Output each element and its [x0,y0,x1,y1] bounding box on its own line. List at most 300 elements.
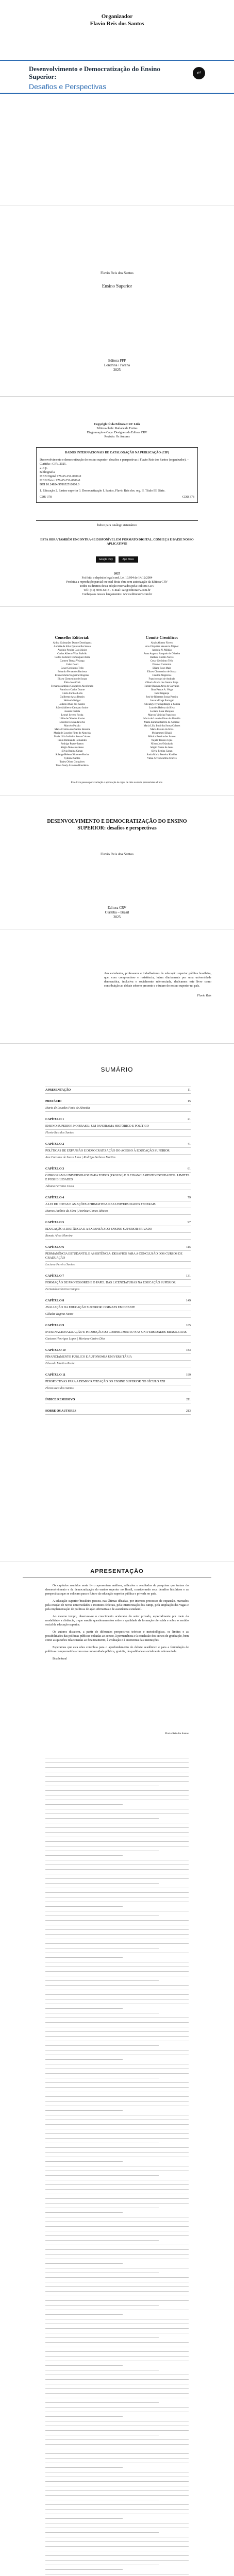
toc-page-number: 11 [188,1089,191,1092]
editorial-board-member: Elione Maria Nogueira Diogenes [55,674,90,677]
text-line-placeholder [45,2110,123,2111]
toc-chapter-author: Ana Carolina de Souza Lima | Rodrigo Barbosa Martins [45,1155,191,1161]
catalog-rule [36,520,198,521]
toc-chapter-author: Luciana Pereira Santos [45,1262,191,1268]
scientific-committee-member: Mônica Pereira dos Santos [148,736,176,738]
toc-chapter-author: Eduardo Martins Rocha [45,1361,191,1367]
editorial-board-list [31,641,113,768]
toc-entry[interactable] [45,1347,191,1367]
presentation-paragraph: Boa leitura! [53,1657,68,1660]
text-line-placeholder [45,1818,159,1819]
presentation-paragraph: A educação superior brasileira passou, nas últimas décadas, por intensos processos de expansão, marcados pela criação de novas universidades e institutos federais, pela interiorização dos campi, pela ampliação das vagas e pela implementação de políticas de ação afirmativa e de assistência estudantil. [45,1600,189,1611]
editorial-board-member: Eduardo Fernandes Barbosa [57,671,87,673]
text-line-placeholder [45,2407,189,2408]
editorial-board-member: Tadeu Oliver Gonçalves [59,761,85,764]
editorial-board-member: Paulo Romualdo Hernandes [57,739,87,742]
text-line-placeholder [45,1906,123,1907]
text-line-placeholder [45,1985,189,1986]
chief-editor-line: Editora-chefe: Railane de Freitas [96,427,138,430]
scientific-committee-member: Nilson José Machado [151,743,173,745]
editorial-board-member: Gloria Fariñas León [61,692,83,695]
text-line-placeholder [45,2453,189,2454]
toc-chapter: CAPÍTULO 4 [45,1196,64,1199]
digital-notice: ESTA OBRA TAMBÉM ENCONTRA-SE DISPONÍVEL EM FORMATO DIGITAL. CONHEÇA E BAIXE NOSSO APLICATIVO! [40,538,194,546]
toc-row [45,1273,191,1280]
text-line-placeholder [45,2518,123,2519]
text-line-placeholder [45,2393,189,2394]
presentation-paragraph: Os autores discutem, a partir de diferentes perspectivas teóricas e metodológicas, os limites e as possibilidades das políticas públicas voltadas ao acesso, à permanência e à conclusão dos cursos de graduação, bem como as questões relacionadas ao financiamento, à avaliação e à autonomia das instituições. [45,1631,189,1642]
toc-row [45,1141,191,1148]
text-line-placeholder [45,1855,123,1856]
scientific-committee-member: Elizeu Clementino de Souza [147,671,177,673]
rights-year: 2025 [114,572,120,575]
title-page-title: DESENVOLVIMENTO E DEMOCRATIZAÇÃO DO ENSINO SUPERIOR: desafios e perspectivas [47,819,187,831]
text-line-placeholder [45,2388,189,2389]
toc-chapter-author: Marcos Antônio da Silva | Patrícia Gomes Ribeiro [45,1208,191,1215]
text-line-placeholder [45,2226,189,2227]
toc-chapter-title: A LEI DE COTAS E AS AÇÕES AFIRMATIVAS NAS UNIVERSIDADES FEDERAIS [45,1201,191,1208]
toc-entry[interactable] [45,1408,191,1415]
rights-line-2: Proibida a reprodução parcial ou total desta obra sem autorização da Editora CRV [66,581,168,584]
toc-page-number: 165 [186,1324,191,1327]
cip-entry-4: ISBN Digital 978-65-251-0000-0 [40,475,81,478]
toc-chapter-author: Flavio Reis dos Santos [45,1385,191,1392]
text-line-placeholder [45,2059,123,2060]
toc-chapter-author: Gustavo Henrique Lopes | Mariana Castro Dias [45,1336,191,1343]
text-line-placeholder [45,2430,189,2431]
text-line-placeholder [45,1841,189,1842]
cdd-code: CDD 378 [182,496,194,499]
editorial-board-member: Cesar Gerónimo Tello [60,667,84,670]
scientific-committee-member: Sonia Maria Ferreira Koehler [146,754,177,756]
scientific-committee-member: Anna Augusta Sampaio de Oliveira [143,653,180,655]
text-line-placeholder [45,2286,189,2287]
scientific-committee-member: Kilwangy Kya Kapitango-a-Samba [143,703,180,706]
text-line-placeholder [45,1878,189,1879]
rights-line-3: Todos os direitos desta edição reservados pela: Editora CRV [79,585,155,588]
toc-entry[interactable] [45,1323,191,1343]
title-page-organizer: Flavio Reis dos Santos [101,852,133,856]
presentation-page [0,1562,234,2576]
text-line-placeholder [45,2444,189,2445]
copyright-line: Copyright © da Editora CRV Ltda [94,423,140,426]
editorial-board-member: Leonel Severo Rocha [61,714,83,717]
text-line-placeholder [45,2022,189,2023]
scientific-committee-member: Maria Lília Imbiriba Sousa Colares [143,725,180,727]
toc-page-number: 15 [188,1100,191,1103]
toc-page-number: 115 [186,1246,191,1249]
editorial-board-member: Élsio José Corá [64,682,80,684]
editorial-board-member: Carlos Alberto Vilar Estêvão [57,653,87,655]
toc-entry[interactable] [45,1166,191,1190]
toc-chapter-title: FINANCIAMENTO PÚBLICO E AUTONOMIA UNIVERSITÁRIA [45,1354,191,1361]
text-line-placeholder [45,2161,123,2162]
toc-entry[interactable] [45,1298,191,1318]
half-title-organizer: Flavio Reis dos Santos [101,271,133,275]
text-line-placeholder [45,2328,189,2329]
title-page-year: 2025 [113,915,121,919]
summary-page [0,1044,234,1562]
app-badges [0,556,234,563]
toc-chapter-title: O PROGRAMA UNIVERSIDADE PARA TODOS (PROUNI) E O FINANCIAMENTO ESTUDANTIL: LIMITES E POSSIBILIDADES [45,1173,191,1183]
editorial-board-member: Helmuth Krüger [63,700,81,702]
catalog-page [0,397,234,607]
toc-entry[interactable] [45,1397,191,1403]
editorial-board-member: Fernando Antônio Gonçalves Alcoforado [51,685,94,688]
table-of-contents [45,1082,191,1415]
text-line-placeholder [45,2249,189,2250]
text-line-placeholder [45,2235,189,2236]
text-line-placeholder [45,1869,189,1870]
toc-entry[interactable] [45,1087,191,1094]
editorial-board-member: Josania Portela [64,710,80,713]
text-line-placeholder [45,2337,159,2338]
text-line-placeholder [45,1781,189,1782]
toc-row [45,1244,191,1251]
toc-row [45,1098,191,1105]
toc-chapter: CAPÍTULO 5 [45,1221,64,1224]
cip-entry-1: Desenvolvimento e democratização do ensino superior: desafios e perspectivas / Flavio Reis dos Santos (organizador). – Curitiba : CRV, 2025. [40,459,189,466]
text-line-placeholder [45,2314,123,2315]
text-line-placeholder [45,2096,189,2097]
editorial-board-member: Carmen Tereza Velanga [60,660,85,663]
editorial-board-member: Maria Cristina dos Santos Bezerra [54,728,90,731]
dedication-text: Aos estudantes, professores e trabalhadores da educação superior pública brasileira, que, com compromisso e resistência, lutam diariamente por uma universidade democrática, inclusiva e socialmente referenciada, dedicamos este livro como contribuição ao debate sobre o presente e o futuro do ensino superior no país. [104,972,211,988]
toc-row [45,1397,191,1403]
scientific-committee-member: Silvia Regina Canan [151,750,173,753]
text-line-placeholder [45,1994,189,1995]
toc-chapter-title: EDUCAÇÃO A DISTÂNCIA E A EXPANSÃO DO ENSINO SUPERIOR PRIVADO [45,1226,191,1233]
council-page [0,607,234,795]
editorial-board-heading: Conselho Editorial: [55,635,90,640]
toc-chapter: SOBRE OS AUTORES [45,1410,76,1413]
scientific-committee-member: Sérgio Nunes de Jesus [150,747,174,749]
layout-line: Diagramação e Capa: Designers da Editora CRV [87,431,147,434]
toc-chapter-title: INTERNACIONALIZAÇÃO E PRODUÇÃO DO CONHECIMENTO NAS UNIVERSIDADES BRASILEIRAS [45,1329,191,1336]
rights-block [36,572,198,597]
text-line-placeholder [45,2175,159,2176]
toc-entry[interactable] [45,1372,191,1392]
toc-chapter: CAPÍTULO 6 [45,1246,64,1249]
scientific-committee-member: Inês Bragança [154,692,170,695]
text-line-placeholder [45,2198,189,2199]
cover-organizer-name: Flavio Reis dos Santos [90,21,144,27]
scientific-committee-member: Marcos Vinicius Francisco [148,714,176,717]
editorial-board-member: Lídia de Oliveira Xavier [59,718,85,720]
title-page-publisher: Editora CRV [107,906,127,910]
editorial-board-member: Maria de Lourdes Pinto de Almeida [54,732,91,735]
text-line-placeholder [45,2504,189,2505]
toc-entry[interactable] [45,1273,191,1293]
scientific-committee-member: Maria de Lourdes Pinto de Almeida [143,718,180,720]
scientific-committee-member: Diosnel Centurion [152,664,172,666]
scientific-committee-member: Maria Pereira da Silva [150,728,174,731]
text-line-placeholder [45,1920,189,1921]
editorial-board-member: Guillermo Arias Beatón [60,696,85,699]
text-line-placeholder [45,2541,189,2542]
text-line-placeholder [45,2351,189,2352]
toc-page-number: 199 [186,1374,191,1377]
text-line-placeholder [45,1934,189,1935]
text-line-placeholder [45,2212,123,2213]
toc-row [45,1323,191,1329]
toc-page-number: 149 [186,1299,191,1302]
toc-entry[interactable] [45,1219,191,1240]
text-line-placeholder [45,2490,189,2491]
presentation-title: APRESENTAÇÃO [90,1568,144,1574]
toc-chapter-title: POLÍTICAS DE EXPANSÃO E DEMOCRATIZAÇÃO DO ACESSO À EDUCAÇÃO SUPERIOR [45,1148,191,1155]
presentation-signature: Flavio Reis dos Santos [165,1733,189,1735]
toc-chapter: PREFÁCIO [45,1100,62,1103]
toc-entry[interactable] [45,1141,191,1161]
scientific-committee-list [121,641,203,760]
editorial-board-member: Jailson Alves dos Santos [59,703,85,706]
text-line-placeholder [45,2147,189,2148]
cover-page [0,0,234,206]
text-line-placeholder [45,2356,189,2357]
dedication-signature: Flavio Reis [197,994,211,997]
rights-line-1: Foi feito o depósito legal conf. Lei 10.994 de 14/12/2004 [81,577,153,580]
scientific-committee-heading: Comitê Científico: [145,635,178,640]
cip-box [36,447,198,503]
toc-chapter-author: Renata Alves Moreira [45,1233,191,1240]
editorial-board-member: Lourdes Helena da Silva [59,721,85,724]
toc-chapter-author: Fernando Oliveira Campos [45,1286,191,1293]
toc-row [45,1347,191,1354]
text-line-placeholder [45,2277,189,2278]
cip-entry-3: Bibliografia [40,471,55,474]
text-line-placeholder [45,2124,189,2125]
review-line: Revisão: Os Autores [104,435,130,438]
toc-chapter: CAPÍTULO 11 [45,1374,65,1377]
toc-chapter-title: AVALIAÇÃO DA EDUCAÇÃO SUPERIOR: O SINAES EM DEBATE [45,1304,191,1311]
copyright-block [36,422,198,439]
scientific-committee-member: Helder Buenos Aires de Carvalho [144,685,179,688]
editorial-board-column [31,636,113,768]
toc-row [45,1087,191,1094]
app-store-badge[interactable]: App Store [119,556,138,563]
cdu-code: CDU 378 [40,496,52,499]
toc-page-number: 97 [188,1221,191,1224]
cip-entry-5: ISBN Físico 978-65-251-0000-0 [40,479,80,482]
title-page-footer [0,906,234,920]
scientific-committee-member: Altair Alberto Fávero [151,642,173,645]
toc-chapter: CAPÍTULO 1 [45,1118,64,1121]
text-line-placeholder [45,2560,189,2561]
toc-page-number: 79 [188,1196,191,1199]
editorial-board-member: Francisco Carlos Duarte [59,689,85,691]
text-line-placeholder [45,2203,189,2204]
text-line-placeholder [45,2189,189,2190]
toc-chapter-title: FORMAÇÃO DE PROFESSORES E O PAPEL DAS LICENCIATURAS NA EDUCAÇÃO SUPERIOR [45,1280,191,1286]
toc-row [45,1166,191,1173]
editorial-board-member: Aldira Guimarães Duarte Domínguez [53,642,92,645]
text-line-placeholder [45,1776,189,1777]
editorial-board-member: Rodrigo Pratte-Santos [60,743,84,745]
text-line-placeholder [45,2008,123,2009]
toc-chapter-title: ENSINO SUPERIOR NO BRASIL: UM PANORAMA HISTÓRICO E POLÍTICO [45,1123,191,1130]
toc-entry[interactable] [45,1098,191,1112]
text-line-placeholder [45,2416,123,2417]
toc-chapter-author: Cláudia Regina Nunes [45,1311,191,1318]
text-line-placeholder [45,2509,189,2510]
text-line-placeholder [45,2036,189,2037]
text-line-placeholder [45,2555,189,2556]
dedication-page [0,929,234,1044]
toc-chapter-title: PERMANÊNCIA ESTUDANTIL E ASSISTÊNCIA: DESAFIOS PARA A CONCLUSÃO DOS CURSOS DE GRADUAÇÃO [45,1251,191,1262]
text-line-placeholder [45,2467,123,2468]
text-line-placeholder [45,1883,159,1884]
text-line-placeholder [45,1790,189,1791]
scientific-committee-member: Barbara Coelho Neves [150,656,174,659]
editorial-board-member: Maria Lília Imbiriba Sousa Colares [54,736,91,738]
text-line-placeholder [45,2305,159,2306]
toc-chapter: CAPÍTULO 10 [45,1349,66,1352]
scientific-committee-member: Andréia N. Militão [152,649,172,652]
text-line-placeholder [45,2133,189,2134]
editorial-board-member: Sérgio Nunes de Jesus [60,747,84,749]
summary-title: SUMÁRIO [101,1066,133,1073]
presentation-body [45,1584,189,1664]
peer-review-note: Este livro passou por avaliação e aprovação às cegas de dois ou mais pareceristas ad hoc. [71,782,163,784]
text-line-placeholder [45,2240,159,2241]
toc-row [45,1116,191,1123]
editorial-board-member: João Adalberto Campato Junior [56,707,89,709]
index-line: Índice para catálogo sistemático [97,524,137,527]
cover-title: Desenvolvimento e Democratização do Ensino Superior: [29,65,160,80]
toc-chapter-author: Maria de Lourdes Pinto de Almeida [45,1105,191,1112]
text-line-placeholder [45,1929,189,1930]
text-line-placeholder [45,2152,189,2153]
half-title-page [0,206,234,397]
half-title-year: 2025 [113,368,121,372]
text-line-placeholder [45,2031,189,2032]
editorial-board-member: Marcelo Paixão [64,725,80,727]
presentation-paragraph: Esperamos que esta obra contribua para o aprofundamento do debate acadêmico e para a formulação de políticas comprometidas com uma universidade pública, gratuita, de qualidade e socialmente referenciada. [45,1646,189,1653]
text-line-placeholder [45,1980,159,1981]
scientific-committee-column [121,636,203,760]
toc-chapter: CAPÍTULO 9 [45,1324,64,1327]
editorial-board-member: Sydione Santos [64,757,80,760]
editorial-board-member: Tania Suely Azevedo Brasileiro [56,765,89,767]
text-line-placeholder [45,2087,189,2088]
toc-chapter: ÍNDICE REMISSIVO [45,1398,75,1401]
editorial-board-member: Celso Conti [66,664,78,666]
toc-chapter-author: Juliana Ferreira Costa [45,1183,191,1190]
cip-entry-7: 1. Educação 2. Ensino superior 3. Democratização I. Santos, Flavio Reis dos. org. II. Título III. Série. [40,489,165,493]
text-line-placeholder [45,2569,123,2570]
cip-entry-2: 214 p. [40,467,47,470]
text-line-placeholder [45,2458,189,2459]
editorial-board-member: Andréia da Silva Quintanilha Sousa [54,646,91,648]
google-play-badge[interactable]: Google Play [96,556,115,563]
title-page [0,795,234,929]
scientific-committee-member: Mohammed Elhajji [152,732,172,735]
rights-line-5: Conheça os nossos lançamentos: www.editoracrv.com.br [81,593,153,596]
text-line-placeholder [45,2439,189,2440]
text-line-placeholder [45,2082,189,2083]
toc-entry[interactable] [45,1195,191,1215]
text-line-placeholder [45,2532,159,2533]
scientific-committee-member: Ana Chrystina Venancio Mignot [145,646,179,648]
toc-chapter: CAPÍTULO 7 [45,1275,64,1278]
text-line-placeholder [45,1762,189,1763]
editorial-board-member: Antônio Pereira Gaio Júnior [57,649,87,652]
cip-title: DADOS INTERNACIONAIS DE CATALOGAÇÃO NA PUBLICAÇÃO (CIP) [65,451,169,454]
toc-chapter-author: Flavio Reis dos Santos [45,1130,191,1137]
toc-entry[interactable] [45,1116,191,1137]
text-line-placeholder [45,2495,189,2496]
text-line-placeholder [45,2300,189,2301]
toc-chapter: CAPÍTULO 8 [45,1299,64,1302]
cip-entry-6: DOI 10.24824/978652510000.0 [40,483,79,486]
half-title-footer [0,359,234,372]
presentation-paragraph: Ao mesmo tempo, observou-se o crescimento acelerado do setor privado, especialmente por meio da modalidade a distância, o que suscita questionamentos sobre a qualidade da formação oferecida e sobre o sentido social da educação superior. [45,1615,189,1626]
editorial-board-member: Sílvia Regina Canan [61,750,83,753]
text-line-placeholder [45,1804,123,1805]
text-line-placeholder [45,2263,123,2264]
scientific-committee-member: Fauston Negreiros [152,674,172,677]
title-page-city: Curitiba – Brasil [105,910,129,914]
text-line-placeholder [45,2073,189,2074]
presentation-paragraph: Os capítulos reunidos neste livro apresentam análises, reflexões e resultados de pesquisas que tratam do desenvolvimento e da democratização do ensino superior no Brasil, considerando seus desafios históricos e as perspectivas que se colocam para o futuro da educação superior pública e privada no país. [45,1584,189,1596]
toc-row [45,1372,191,1379]
text-line-placeholder [45,1943,189,1944]
text-line-placeholder [45,2365,123,2366]
toc-page-number: 211 [186,1398,191,1401]
text-line-placeholder [45,2546,189,2547]
text-line-placeholder [45,2379,189,2380]
scientific-committee-member: Gláucia Maria dos Santos Jorge [145,682,178,684]
text-line-placeholder [45,2101,189,2102]
half-title-publisher: Editora PPP [108,359,126,363]
toc-page-number: 131 [186,1275,191,1278]
text-line-placeholder [45,2342,189,2343]
rights-line-4: Tel.: (41) 3039-6418 - E-mail: sac@editoracrv.com.br [83,589,151,592]
toc-chapter: CAPÍTULO 3 [45,1167,64,1171]
text-line-placeholder [45,2138,189,2139]
text-line-placeholder [45,2402,159,2403]
toc-chapter: CAPÍTULO 2 [45,1143,64,1146]
text-line-placeholder [45,2481,189,2482]
scientific-committee-member: José de Ribamar Sousa Pereira [146,696,178,699]
text-line-placeholder [45,1827,189,1828]
publisher-logo-icon: e! [193,67,205,79]
scientific-committee-member: Maria Eurácia Barreto de Andrade [144,721,180,724]
cover-organizer-label: Organizador [101,13,133,20]
text-line-placeholder [45,1971,189,1972]
text-line-placeholder [45,1957,123,1958]
editorial-board-member: Elizeu Clementino de Souza [57,678,87,681]
scientific-committee-member: Ilma Passos A. Veiga [151,689,173,691]
cip-class-row [40,495,194,499]
editorial-board-member: Carlos Federico Dominguez Avila [54,656,90,659]
text-line-placeholder [45,1832,189,1833]
scientific-committee-member: Luciana Rosa Marques [149,710,174,713]
toc-page-number: 213 [186,1410,191,1413]
half-title-title: Ensino Superior [102,283,132,289]
toc-chapter: APRESENTAÇÃO [45,1089,71,1092]
toc-row [45,1298,191,1304]
toc-row [45,1408,191,1415]
text-line-placeholder [45,2045,159,2046]
text-line-placeholder [45,1892,189,1893]
toc-entry[interactable] [45,1244,191,1268]
scientific-committee-member: Cesar Gerónimo Tello [150,660,174,663]
cover-subtitle: Desafios e Perspectivas [29,82,107,91]
text-line-placeholder [45,2291,189,2292]
scientific-committee-member: Lourdes Helena da Silva [149,707,175,709]
